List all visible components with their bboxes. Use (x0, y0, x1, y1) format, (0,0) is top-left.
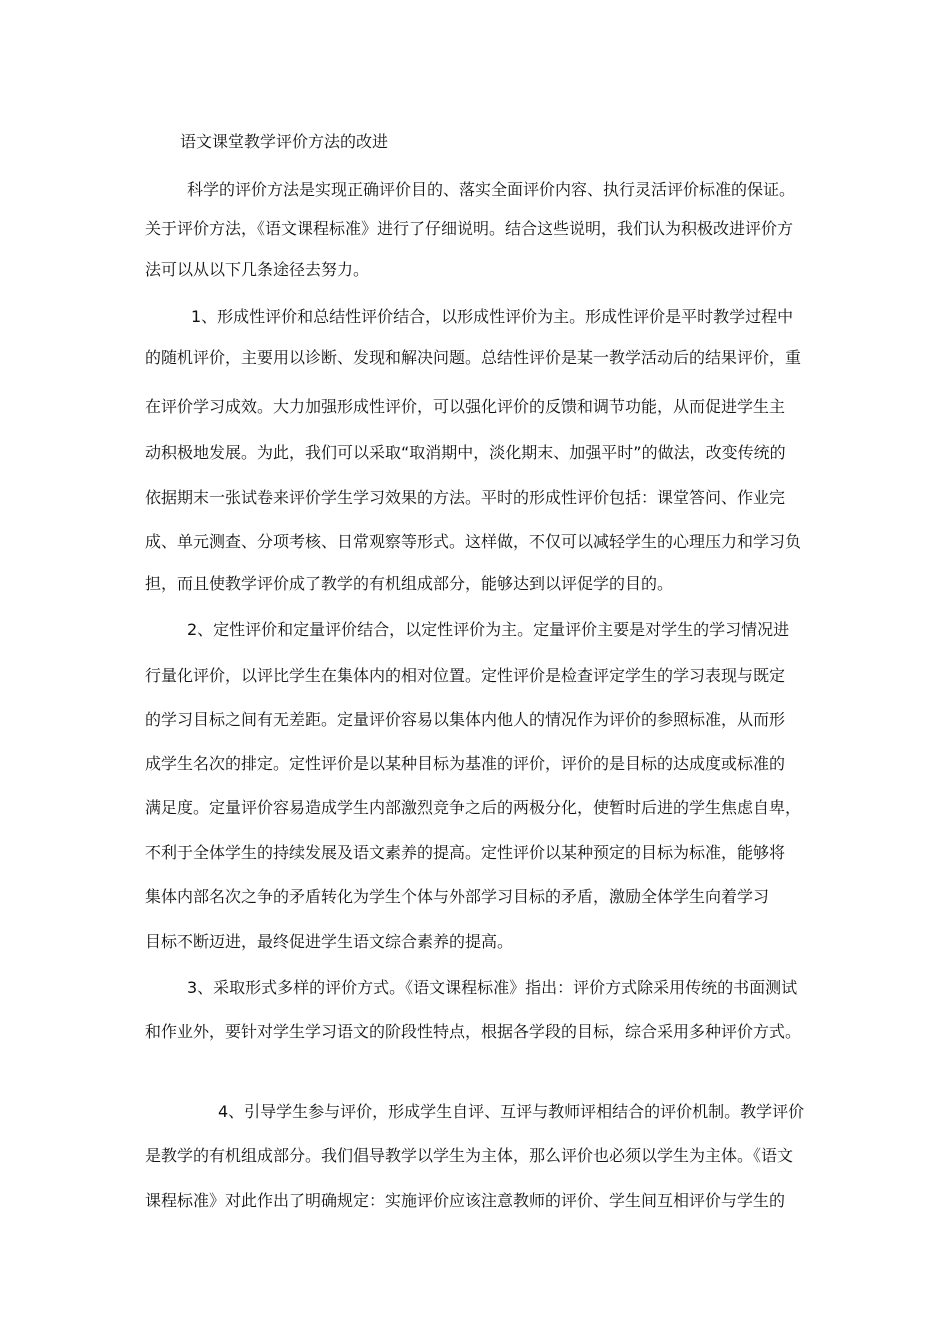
paragraph-line: 满足度。定量评价容易造成学生内部激烈竞争之后的两极分化，使暂时后进的学生焦虑自卑， (145, 798, 802, 817)
paragraph-line: 科学的评价方法是实现正确评价目的、落实全面评价内容、执行灵活评价标准的保证。 (187, 180, 796, 199)
paragraph-line: 4、引导学生参与评价，形成学生自评、互评与教师评相结合的评价机制。教学评价 (218, 1102, 805, 1121)
paragraph-line: 是教学的有机组成部分。我们倡导教学以学生为主体，那么评价也必须以学生为主体。《语文 (145, 1146, 794, 1165)
paragraph-line: 行量化评价，以评比学生在集体内的相对位置。定性评价是检查评定学生的学习表现与既定 (145, 666, 786, 685)
paragraph-line: 不利于全体学生的持续发展及语文素养的提高。定性评价以某种预定的目标为标准，能够将 (145, 843, 786, 862)
paragraph-line: 关于评价方法，《语文课程标准》进行了仔细说明。结合这些说明，我们认为积极改进评价方 (145, 219, 794, 238)
paragraph-line: 集体内部名次之争的矛盾转化为学生个体与外部学习目标的矛盾，激励全体学生向着学习 (145, 887, 770, 906)
paragraph-line: 法可以从以下几条途径去努力。 (145, 260, 370, 279)
paragraph-line: 和作业外，要针对学生学习语文的阶段性特点，根据各学段的目标，综合采用多种评价方式。 (145, 1022, 802, 1041)
paragraph-line: 2、定性评价和定量评价结合，以定性评价为主。定量评价主要是对学生的学习情况进 (187, 620, 790, 639)
paragraph-line: 目标不断迈进，最终促进学生语文综合素养的提高。 (145, 932, 514, 951)
paragraph-line: 的学习目标之间有无差距。定量评价容易以集体内他人的情况作为评价的参照标准，从而形 (145, 710, 786, 729)
paragraph-line: 成、单元测查、分项考核、日常观察等形式。这样做，不仅可以减轻学生的心理压力和学习负 (145, 532, 802, 551)
paragraph-line: 的随机评价，主要用以诊断、发现和解决问题。总结性评价是某一教学活动后的结果评价，重 (145, 348, 802, 367)
paragraph-line: 1、形成性评价和总结性评价结合，以形成性评价为主。形成性评价是平时教学过程中 (191, 307, 794, 326)
paragraph-line: 成学生名次的排定。定性评价是以某种目标为基准的评价，评价的是目标的达成度或标准的 (145, 754, 786, 773)
paragraph-line: 在评价学习成效。大力加强形成性评价，可以强化评价的反馈和调节功能，从而促进学生主 (145, 397, 786, 416)
paragraph-line: 依据期末一张试卷来评价学生学习效果的方法。平时的形成性评价包括：课堂答问、作业完 (145, 488, 786, 507)
paragraph-line: 动积极地发展。为此，我们可以采取“取消期中，淡化期末、加强平时”的做法，改变传统的 (145, 443, 786, 462)
paragraph-line: 3、采取形式多样的评价方式。《语文课程标准》指出：评价方式除采用传统的书面测试 (187, 978, 798, 997)
paragraph-line: 课程标准》对此作出了明确规定：实施评价应该注意教师的评价、学生间互相评价与学生的 (145, 1191, 786, 1210)
document-title: 语文课堂教学评价方法的改进 (180, 132, 389, 151)
paragraph-line: 担，而且使教学评价成了教学的有机组成部分，能够达到以评促学的目的。 (145, 574, 674, 593)
